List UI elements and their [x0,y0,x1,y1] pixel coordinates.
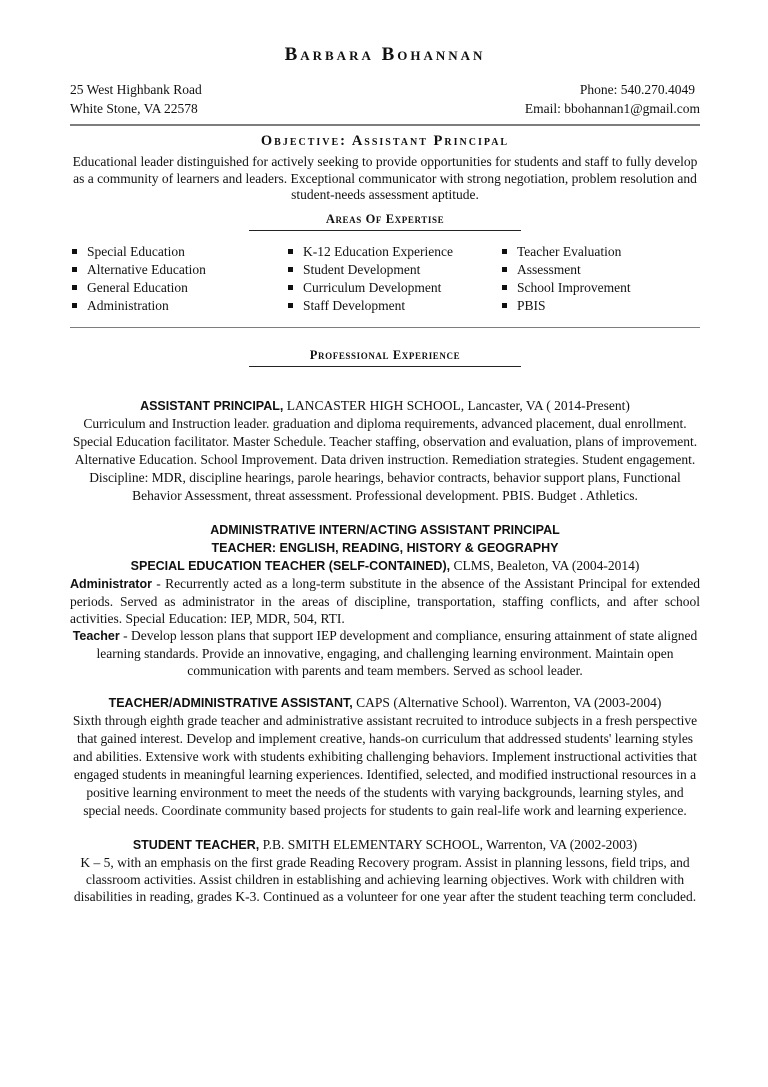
job-4-description: K – 5, with an emphasis on the first grade Reading Recovery program. Assist in planning lessons, field trips, and classroom activities. Assist children in establishing and achieving learning objectives. Work with children with disabilities in reading, grades K-3. Continued as a volunteer for one year after the student teaching term concluded. [73,854,697,904]
job-2-title-text-2: TEACHER: ENGLISH, READING, HISTORY & GEOGRAPHY [211,540,559,555]
list-item: Alternative Education [70,261,286,279]
teacher-label: Teacher [72,628,120,643]
phone: Phone: 540.270.4049 [579,82,695,97]
job-2-title-text-1: ADMINISTRATIVE INTERN/ACTING ASSISTANT PRINCIPAL [210,522,560,537]
list-item: General Education [70,279,286,297]
candidate-name: Barbara Bohannan [284,44,486,65]
divider [70,124,700,126]
list-item: Administration [70,297,286,315]
expertise-column-3 [500,243,700,316]
objective-text: Educational leader distinguished for actively seeking to provide opportunities for students and staff to fully develop as a community of learners and leaders. Exceptional communicator with strong negotiation, problem resolution and student-needs assessment aptitude. [72,154,698,202]
list-item: Staff Development [286,297,500,315]
experience-heading: Professional Experience [249,348,521,367]
address-line-2: White Stone, VA 22578 [70,101,198,116]
list-item: Assessment [500,261,700,279]
job-3-title: TEACHER/ADMINISTRATIVE ASSISTANT, [108,695,353,710]
email[interactable]: Email: bbohannan1@gmail.com [524,101,700,116]
teacher-text: - Develop lesson plans that support IEP development and compliance, ensuring attainment of state aligned learning standards. Provide an innovative, engaging, and challenging learning environment. Maintain open communication with parents and team members. Served as school leader. [96,627,698,678]
job-2-teacher-paragraph [70,627,700,679]
job-3-description: Sixth through eighth grade teacher and administrative assistant recruited to introduce subjects in a fresh perspective that gained interest. Develop and implement creative, hands-on curriculum that addressed students' learning styles and abilities. Extensive work with students exhibiting challenging behaviors. Implement instructional activities that engaged students in meaningful learning experiences. Identified, selected, and modified instructional resources in a positive learning environment to meet the needs of the students with varying backgrounds, learning styles, and special needs. Coordinate community based projects for students to gain real-life work and learning experience. [72,712,698,818]
job-2-title-1 [70,521,700,539]
job-1-description: Curriculum and Instruction leader. graduation and diploma requirements, advanced placement, dual enrollment. Special Education facilitator. Master Schedule. Teacher staffing, observation and evaluation, plans of improvement. Alternative Education. School Improvement. Data driven instruction. Remediation strategies. Student engagement. Discipline: MDR, discipline hearings, parole hearings, behavior contracts, behavior support plans, Functional Behavior Assessment, threat assessment. Professional development. PBIS. Budget . Athletics. [72,415,698,503]
administrator-label: Administrator [70,576,152,591]
list-item: School Improvement [500,279,700,297]
list-item: PBIS [500,297,700,315]
resume-page [70,44,700,905]
expertise-column-2 [286,243,500,316]
divider [70,327,700,328]
list-item: Curriculum Development [286,279,500,297]
job-4-title: STUDENT TEACHER, [132,837,260,852]
job-4-heading [70,836,700,854]
expertise-list [70,243,700,316]
expertise-column-1 [70,243,286,316]
job-3-heading [70,694,700,712]
job-1-title: ASSISTANT PRINCIPAL, [140,398,284,413]
list-item: Special Education [70,243,286,261]
job-1-heading [70,397,700,415]
job-3-org: CAPS (Alternative School). Warrenton, VA (2003-2004) [352,694,662,710]
job-2-org: CLMS, Bealeton, VA (2004-2014) [450,557,640,573]
job-2-title-3: SPECIAL EDUCATION TEACHER (SELF-CONTAINED), [130,558,451,573]
administrator-text: - Recurrently acted as a long-term substitute in the absence of the Assistant Principal for extended periods. Served as administrator in the areas of discipline, transportation, staffing conflicts, and after school activities. Special Education: IEP, MDR, 504, RTI. [70,575,700,626]
address-line-1: 25 West Highbank Road [70,82,202,97]
list-item: K-12 Education Experience [286,243,500,261]
job-2-admin-paragraph [70,575,700,627]
job-4-org: P.B. SMITH ELEMENTARY SCHOOL, Warrenton, VA (2002-2003) [259,836,638,852]
expertise-heading: Areas Of Expertise [249,212,521,231]
list-item: Teacher Evaluation [500,243,700,261]
list-item: Student Development [286,261,500,279]
job-1-org: LANCASTER HIGH SCHOOL, Lancaster, VA ( 2014-Present) [283,397,630,413]
job-2-heading [70,557,700,575]
job-2-title-2 [70,539,700,557]
contact-block [70,80,700,118]
objective-heading: Objective: Assistant Principal [260,133,510,149]
